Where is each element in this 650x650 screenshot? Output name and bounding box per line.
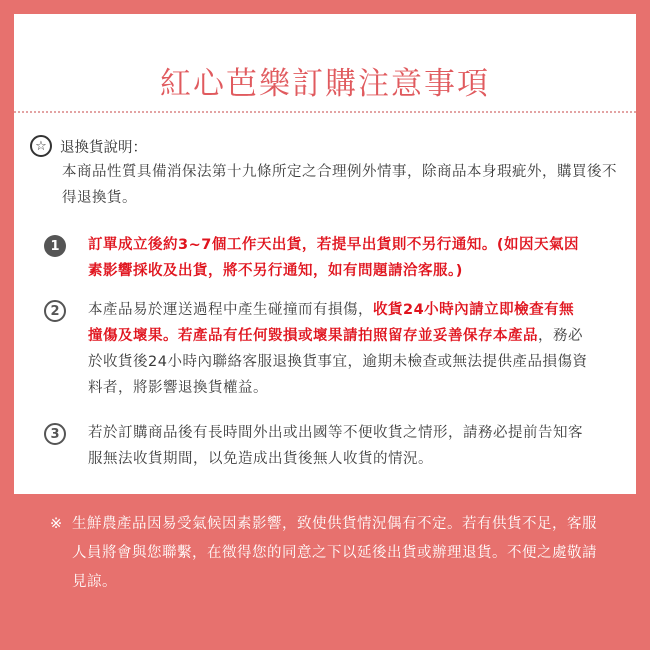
notice-item-2-text — [88, 297, 588, 401]
notice-item-1-text: 訂單成立後約3~7個工作天出貨，若提早出貨則不另行通知。(如因天氣因素影響採收及出貨，將不另行通知，如有問題請洽客服。) — [88, 237, 579, 279]
notice-item-2-part-c: ，務必於收貨後24小時內聯絡客服退換貨事宜，逾期未檢查或無法提供產品損傷資料者，將影響退換貨權益。 — [88, 328, 588, 396]
number-2-icon: 2 — [44, 300, 66, 322]
number-1-icon: 1 — [44, 235, 66, 257]
page-title: 紅心芭樂訂購注意事項 — [160, 66, 490, 102]
notice-item-2-emphasis: 收貨24小時內請立即檢查有無撞傷及壞果。若產品有任何毀損或壞果請拍照留存並妥善保存本產品 — [88, 302, 575, 344]
return-policy-body: 本商品性質具備消保法第十九條所定之合理例外情事，除商品本身瑕疵外，購買後不得退換貨。 — [62, 164, 617, 206]
reference-mark-icon: ※ — [50, 516, 63, 532]
notice-item-3 — [44, 420, 588, 472]
star-circle-icon: ☆ — [30, 135, 52, 157]
notice-item-2 — [44, 297, 588, 401]
notice-item-1 — [44, 232, 588, 284]
notice-item-3-text: 若於訂購商品後有長時間外出或出國等不便收貨之情形，請務必提前告知客服無法收貨期間，以免造成出貨後無人收貨的情況。 — [88, 425, 583, 467]
number-3-icon: 3 — [44, 423, 66, 445]
footer-note-text: 生鮮農產品因易受氣候因素影響，致使供貨情況偶有不定。若有供貨不足，客服人員將會與您聯繫，在徵得您的同意之下以延後出貨或辦理退貨。不便之處敬請見諒。 — [72, 516, 597, 590]
notice-item-2-part-a: 本產品易於運送過程中產生碰撞而有損傷， — [88, 302, 373, 318]
section-heading-text: 退換貨說明： — [60, 139, 147, 156]
footer-note — [50, 510, 610, 597]
return-policy-heading — [30, 135, 147, 157]
dotted-divider — [14, 111, 636, 113]
